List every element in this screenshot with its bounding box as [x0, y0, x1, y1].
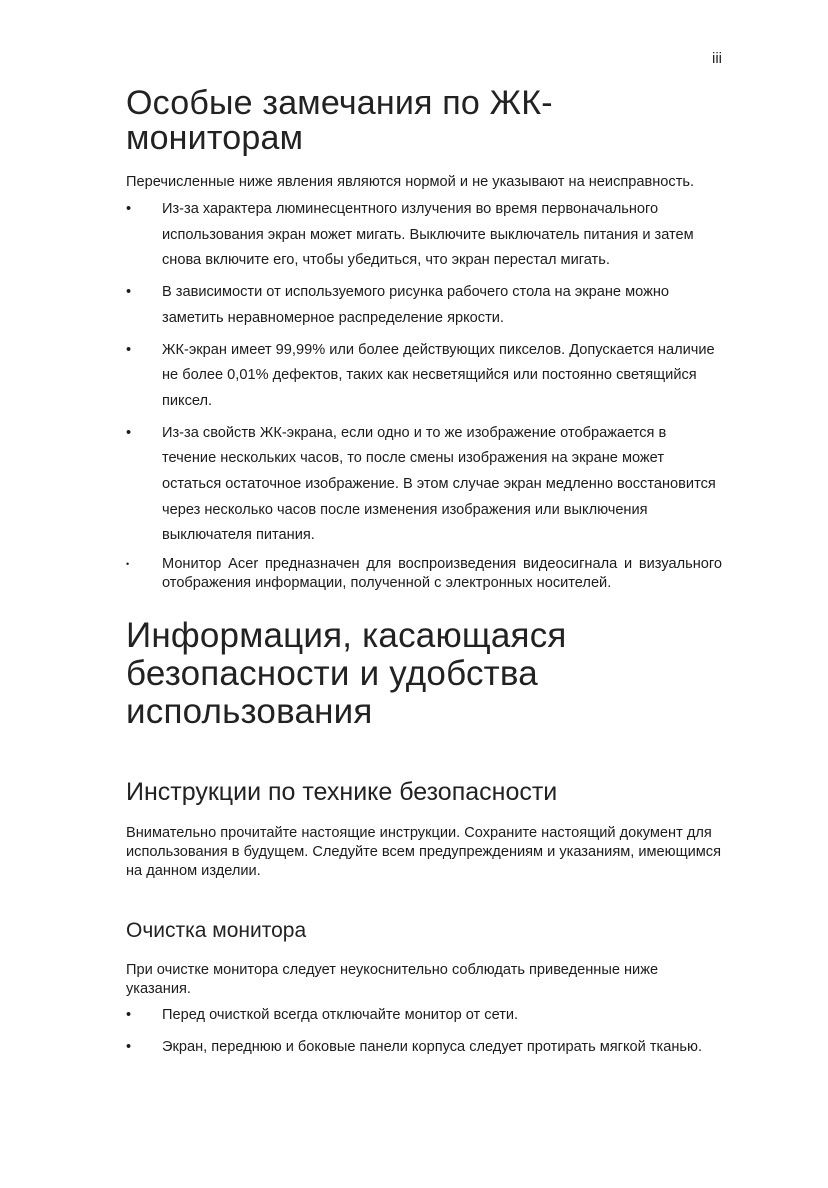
heading-safety-comfort-line1: Информация, касающаяся: [126, 616, 567, 656]
heading-safety-instructions: Инструкции по технике безопасности: [126, 778, 558, 807]
heading-lcd-notes-line2: мониторам: [126, 119, 304, 157]
bullet-icon: •: [126, 201, 132, 217]
safety-instructions-text: Внимательно прочитайте настоящие инструкции. Сохраните настоящий документ для использования в будущем. Следуйте всем предупреждениям и указаниям, имеющимся на данном изделии.: [126, 825, 722, 880]
bullet-icon: •: [126, 424, 132, 441]
bullet-icon: •: [126, 284, 132, 301]
lcd-notes-list: [126, 197, 722, 593]
list-item: [126, 280, 722, 331]
list-item: [126, 555, 722, 593]
list-item-text: В зависимости от используемого рисунка рабочего стола на экране можно заметить неравномерное распределение яркости.: [162, 284, 670, 326]
document-body: [126, 80, 722, 1067]
list-item-text: Экран, переднюю и боковые панели корпуса следует протирать мягкой тканью.: [162, 1038, 703, 1055]
bullet-icon: •: [126, 341, 132, 358]
lcd-notes-intro: Перечисленные ниже явления являются нормой и не указывают на неисправность.: [126, 174, 695, 190]
list-item: [126, 1003, 722, 1029]
list-item-text: Из-за свойств ЖК-экрана, если одно и то же изображение отображается в течение нескольких часов, то после смены изображения на экране может остаться остаточное изображение. В этом случае экран медленно восстановится через несколько часов после изменения изображения или выключения выключателя питания.: [162, 424, 716, 544]
bullet-icon: •: [126, 1007, 132, 1024]
heading-lcd-notes-line1: Особые замечания по ЖК-: [126, 84, 553, 122]
heading-safety-comfort-line2: безопасности и удобства: [126, 654, 538, 694]
list-item: [126, 1035, 722, 1061]
monitor-cleaning-intro: При очистке монитора следует неукоснительно соблюдать приведенные ниже указания.: [126, 962, 659, 998]
list-item-text: ЖК-экран имеет 99,99% или более действующих пикселов. Допускается наличие не более 0,01% дефектов, таких как несветящийся или постоянно светящийся пиксел.: [162, 341, 715, 409]
heading-safety-comfort: [126, 617, 722, 731]
page-number: iii: [712, 50, 722, 67]
heading-safety-comfort-line3: использования: [126, 692, 373, 732]
bullet-icon: •: [126, 1038, 132, 1055]
list-item: [126, 197, 722, 274]
list-item: [126, 421, 722, 550]
list-item-text: Перед очисткой всегда отключайте монитор от сети.: [162, 1007, 519, 1024]
list-item: [126, 338, 722, 415]
list-item-text: Из-за характера люминесцентного излучения во время первоначального использования экран может мигать. Выключите выключатель питания и затем снова включите его, чтобы убедиться, что экран перестал мигать.: [162, 201, 694, 269]
heading-monitor-cleaning: Очистка монитора: [126, 919, 307, 943]
list-item-text: Монитор Acer предназначен для воспроизведения видеосигнала и визуального отображения информации, полученной с электронных носителей.: [162, 556, 722, 592]
monitor-cleaning-list: [126, 1003, 722, 1060]
bullet-icon: •: [126, 559, 130, 570]
heading-lcd-notes: [126, 86, 722, 156]
